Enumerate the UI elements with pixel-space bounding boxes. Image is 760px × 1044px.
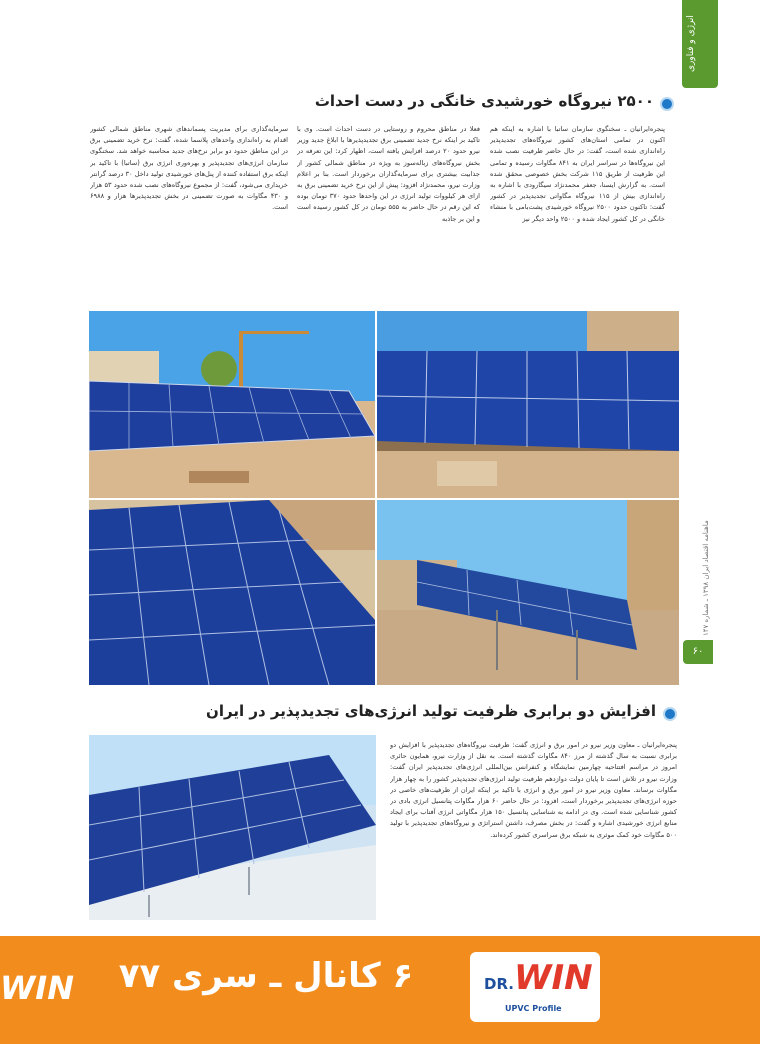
article1-column-left: سرمایه‌گذاری برای مدیریت پسماندهای شهری مناطق شمالی کشور اقدام به راه‌اندازی واحدهای پلاسما شده، گفت: نرخ خرید تضمینی برق در این مناطق حدود دو برابر نرخ‌های جدید محاسبه خواهد شد. سخنگوی سازمان انرژی‌های تجدیدپذیر و بهره‌وری انرژی برق (ساتبا) با تاکید بر اینکه برق استفاده کننده از پنل‌های خورشیدی تولید داخل ۳۰ درصد گرانتر خریداری می‌شود، گفت: از مجموع نیروگاه‌های نصب شده حدود ۵۳ هزار و ۴۳۰ مگاوات به صورت تضمینی در بخش تجدیدپذیرها هزار و ۶۹۸۸ است. [90,125,288,212]
title-bullet-icon [660,97,674,111]
solar-photo-panels-closeup [89,500,375,685]
ad-brand-subtitle: UPVC Profile [505,1004,562,1013]
ad-brand-mark-left: WIN [0,969,74,1007]
article1-column-right: پنجره‌ایرانیان ـ سخنگوی سازمان ساتبا با اشاره به اینکه هم اکنون در تمامی استان‌های کشور نیروگاه‌های تجدیدپذیر راه‌اندازی شده است، گفت: در حال حاضر ظرفیت نصب شده این نیروگاه‌ها در سراسر ایران به ۸۴۱ مگاوات رسیده و تمامی این ظرفیت از طریق ۱۱۵ شرکت بخش خصوصی محقق شده است. به گزارش ایسنا، جعفر محمدنژاد سیگارودی با اشاره به راه‌اندازی بیش از ۱۱۵ نیروگاه مگاواتی تجدیدپذیر در کشور گفت: تاکنون حدود ۲۵۰۰ نیروگاه خورشیدی پشت‌بامی با منشاء خانگی در کل کشور ایجاد شده و ۲۵۰۰ واحد دیگر نیز [490,125,665,223]
ad-brand-prefix: DR. [484,975,514,993]
article2-body: پنجره‌ایرانیان ـ معاون وزیر نیرو در امور برق و انرژی گفت: ظرفیت نیروگاه‌های تجدیدپذیر با افزایش دو برابری نسبت به سال گذشته از مرز ۸۴۰ مگاوات گذشته است. به نقل از وزارت نیرو، همایون حائری امروز در مراسم افتتاحیه چهارمین نمایشگاه و کنفرانس بین‌المللی انرژی‌های تجدیدپذیر ایران گفت: وزارت نیرو در تلاش است تا پایان دولت دوازدهم ظرفیت تولید انرژی‌های تجدیدپذیر کشور را به چهار هزار مگاوات برساند. معاون وزیر نیرو در امور برق و انرژی با تاکید بر اینکه ایران از ظرفیت‌های خاصی در حوزه انرژی‌های تجدیدپذیر برخوردار است، افزود: در حال حاضر ۶۰ هزار مگاوات پتانسیل انرژی بادی در کشور شناسایی شده است. وی در ادامه به شناسایی پتانسیل ۱۵۰ هزار مگاواتی انرژی آفتاب برای ایجاد منابع انرژی خورشیدی اشاره و گفت: در بخش مصرف، داشتن استراتژی و نیروگاه‌های تجدیدپذیر با تولید ۵۰۰ مگاوات خود کمک موثری به شبکه برق سراسری کشور کرده‌اند. [390,741,677,839]
page-number: ۶۰ [683,640,713,664]
section-tab-label: انرژی و فناوری [686,15,696,73]
issue-meta: ماهنامه اقتصاد ایران ۱۳۹۸ ـ شماره ۱۴۷ [702,520,710,636]
article2-title: افزایش دو برابری ظرفیت تولید انرژی‌های تجدیدپذیر در ایران [206,702,656,720]
article1-title: ۲۵۰۰ نیروگاه خورشیدی خانگی در دست احداث [314,92,654,110]
solar-photo-rooftop-1 [89,311,375,498]
ad-brand-name: WIN [513,958,593,998]
section-tab [682,0,718,88]
title-bullet-icon-2 [663,707,677,721]
ad-slogan: ۶ کانال ـ سری ۷۷ [118,956,414,996]
article1-column-middle: فعلا در مناطق محروم و روستایی در دست احداث است. وی با تاکید بر اینکه نرخ جدید تضمینی برق تجدیدپذیرها با ابلاغ جدید وزیر نیرو حدود ۲۰ درصد افزایش یافته است، اظهار کرد: این تعرفه در بخش نیروگاه‌های زباله‌سوز به ویژه در مناطق شمالی کشور از جذابیت بیشتری برای سرمایه‌گذاران برخوردار است. بنا بر اعلام وزارت نیرو، محمدنژاد افزود: پیش از این نرخ خرید تضمینی برق به ازای هر کیلووات تولید انرژی در این واحدها حدود ۳۷۰ تومان بوده که این رقم در حال حاضر به ۵۵۵ تومان در کل کشور رسیده است و این بر جاذبه [297,125,480,223]
ad-brand-logo [484,958,593,998]
solar-photo-roof-array [89,735,376,920]
solar-photo-mounted-array [377,500,679,685]
solar-photo-rooftop-2 [377,311,679,498]
